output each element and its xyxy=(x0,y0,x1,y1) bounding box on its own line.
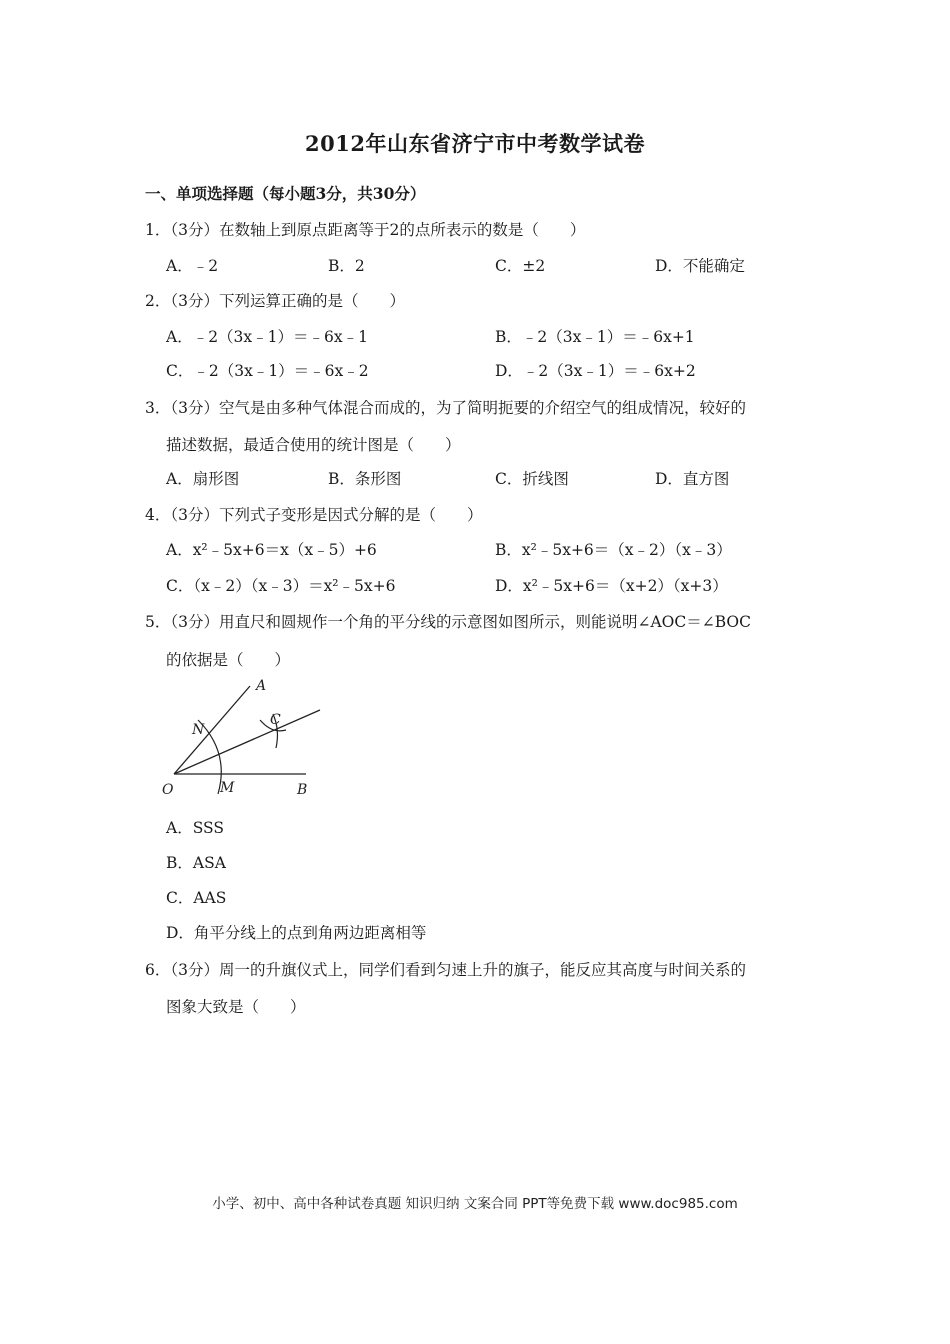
label-c: C xyxy=(270,712,281,728)
question-5-option-a: A．SSS xyxy=(166,819,225,837)
page-title: 2012年山东省济宁市中考数学试卷 xyxy=(305,131,645,156)
question-6-stem: 6．（3分）周一的升旗仪式上，同学们看到匀速上升的旗子，能反应其高度与时间关系的 xyxy=(145,961,746,979)
label-a: A xyxy=(256,678,267,694)
label-m: M xyxy=(220,780,235,796)
question-5-option-b: B．ASA xyxy=(166,854,226,872)
question-2-option-d: D．﹣2（3x﹣1）＝﹣6x+2 xyxy=(495,362,696,380)
question-2-stem: 2．（3分）下列运算正确的是（ ） xyxy=(145,292,405,310)
question-3-option-c: C．折线图 xyxy=(495,470,569,488)
label-n: N xyxy=(192,722,205,738)
question-5-option-d: D．角平分线上的点到角两边距离相等 xyxy=(166,924,427,942)
question-2-option-a: A．﹣2（3x﹣1）＝﹣6x﹣1 xyxy=(166,328,368,346)
question-3-stem: 3．（3分）空气是由多种气体混合而成的，为了简明扼要的介绍空气的组成情况，较好的 xyxy=(145,399,746,417)
question-5-stem-continued: 的依据是（ ） xyxy=(166,651,291,669)
question-2-option-c: C．﹣2（3x﹣1）＝﹣6x﹣2 xyxy=(166,362,369,380)
question-3-option-b: B．条形图 xyxy=(328,470,402,488)
angle-bisector-figure xyxy=(160,672,330,806)
section-heading: 一、单项选择题（每小题3分，共30分） xyxy=(145,184,426,203)
page-footer: 小学、初中、高中各种试卷真题 知识归纳 文案合同 PPT等免费下载 www.doc985.com xyxy=(212,1196,738,1212)
question-5-stem: 5．（3分）用直尺和圆规作一个角的平分线的示意图如图所示，则能说明∠AOC＝∠BOC xyxy=(145,613,751,631)
question-6-stem-continued: 图象大致是（ ） xyxy=(166,998,306,1016)
question-1-option-c: C．±2 xyxy=(495,257,546,275)
question-4-option-d: D．x²﹣5x+6＝（x+2）（x+3） xyxy=(495,577,728,595)
question-1-stem: 1．（3分）在数轴上到原点距离等于2的点所表示的数是（ ） xyxy=(145,221,586,239)
ray-oa xyxy=(174,686,250,774)
question-5-option-c: C．AAS xyxy=(166,889,227,907)
question-2-option-b: B．﹣2（3x﹣1）＝﹣6x+1 xyxy=(495,328,695,346)
question-4-option-c: C．（x﹣2）（x﹣3）＝x²﹣5x+6 xyxy=(166,577,396,595)
ray-oc xyxy=(174,710,320,774)
question-3-option-a: A．扇形图 xyxy=(166,470,240,488)
question-1-option-d: D．不能确定 xyxy=(655,257,745,275)
label-o: O xyxy=(162,782,174,798)
question-4-stem: 4．（3分）下列式子变形是因式分解的是（ ） xyxy=(145,506,483,524)
question-4-option-b: B．x²﹣5x+6＝（x﹣2）（x﹣3） xyxy=(495,541,732,559)
question-3-option-d: D．直方图 xyxy=(655,470,730,488)
label-b: B xyxy=(297,782,308,798)
question-1-option-b: B．2 xyxy=(328,257,365,275)
question-3-stem-continued: 描述数据，最适合使用的统计图是（ ） xyxy=(166,436,461,454)
question-4-option-a: A．x²﹣5x+6＝x（x﹣5）+6 xyxy=(166,541,377,559)
question-1-option-a: A．﹣2 xyxy=(166,257,219,275)
